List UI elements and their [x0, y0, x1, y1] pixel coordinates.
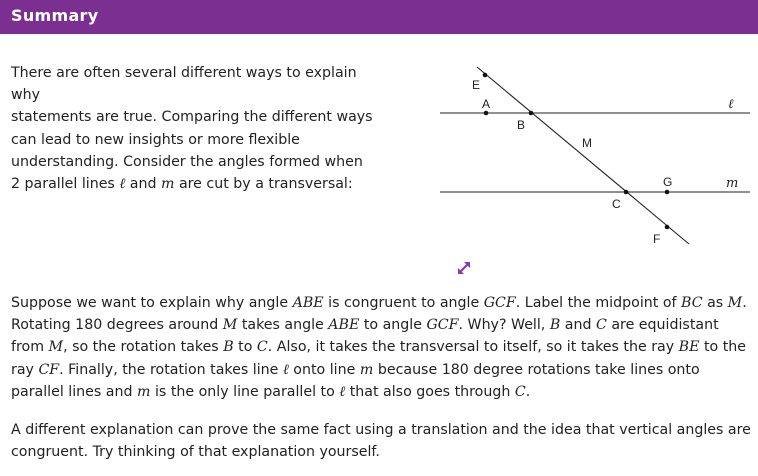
text: Suppose we want to explain why angle [11, 295, 293, 311]
explanation-paragraph [11, 292, 751, 403]
text: as [702, 295, 728, 311]
math-var: ABE [328, 317, 360, 334]
label-m: M [582, 136, 592, 150]
intro-line: There are often several different ways to explain why [11, 65, 357, 104]
transversal-line [477, 67, 689, 244]
point-a [484, 111, 489, 116]
math-var: m [359, 361, 374, 378]
label-a: A [482, 97, 491, 111]
point-c [624, 190, 629, 195]
transversal-diagram [430, 62, 750, 252]
label-b: B [517, 118, 526, 132]
expand-arrows-icon[interactable] [454, 258, 474, 278]
math-var: C [256, 339, 268, 356]
math-var: C [595, 317, 607, 334]
page-title: Summary [11, 6, 99, 25]
math-var: BC [681, 295, 703, 311]
label-f: F [653, 232, 661, 246]
label-g: G [663, 175, 673, 189]
math-var: B [549, 317, 561, 334]
math-var: ℓ [282, 361, 289, 378]
text: takes angle [237, 317, 329, 334]
intro-line: statements are true. Comparing the different ways [11, 109, 373, 126]
text: is the only line parallel to [150, 383, 340, 400]
text: and [560, 317, 596, 334]
math-var: GCF [426, 317, 459, 334]
text: is congruent to angle [323, 295, 484, 311]
math-var: B [223, 339, 234, 356]
label-c: C [612, 197, 621, 211]
intro-text: 2 parallel lines [11, 176, 120, 193]
intro-line: can lead to new insights or more flexible [11, 131, 300, 148]
math-var: M [222, 317, 238, 334]
alternative-explanation-paragraph: A different explanation can prove the same fact using a translation and the idea that vertical angles are congruent. Try thinking of that explanation yourself. [11, 422, 751, 461]
text: . Why? Well, [458, 317, 550, 334]
point-f [665, 225, 670, 230]
text: . Also, it takes the transversal to itself, so it takes the ray [267, 339, 679, 356]
summary-header [0, 0, 758, 34]
math-var: ABE [292, 295, 324, 311]
intro-line: understanding. Consider the angles formed when [11, 153, 363, 170]
text: to angle [359, 317, 427, 334]
label-e: E [472, 78, 481, 92]
text: . [525, 383, 531, 400]
math-var: GCF [483, 295, 516, 311]
math-var: M [48, 339, 64, 356]
text: that also goes through [345, 383, 515, 400]
text: to [233, 339, 257, 356]
math-var: m [160, 176, 175, 193]
text: to the ray [11, 339, 746, 378]
math-var: m [137, 383, 151, 400]
math-var: C [514, 383, 526, 400]
intro-text: are cut by a transversal: [174, 176, 353, 193]
math-var: ℓ [119, 176, 126, 193]
math-var: BE [678, 339, 700, 356]
math-var: ℓ [339, 383, 346, 400]
text: are equidistant from [11, 317, 719, 356]
point-g [665, 190, 670, 195]
text: onto line [288, 361, 360, 378]
math-var: M [727, 295, 743, 311]
text: , so the rotation takes [63, 339, 224, 356]
label-line-l: ℓ [728, 97, 734, 112]
text: . Finally, the rotation takes line [59, 361, 283, 378]
intro-text: and [125, 176, 161, 193]
intro-paragraph [11, 62, 381, 195]
point-e [483, 73, 488, 78]
point-b [529, 111, 534, 116]
text: because 180 degree rotations take lines onto parallel lines and [11, 361, 700, 400]
math-var: CF [38, 361, 60, 378]
text: . Rotating 180 degrees around [11, 295, 747, 334]
label-line-m: m [726, 176, 739, 191]
text: . Label the midpoint of [515, 295, 682, 311]
